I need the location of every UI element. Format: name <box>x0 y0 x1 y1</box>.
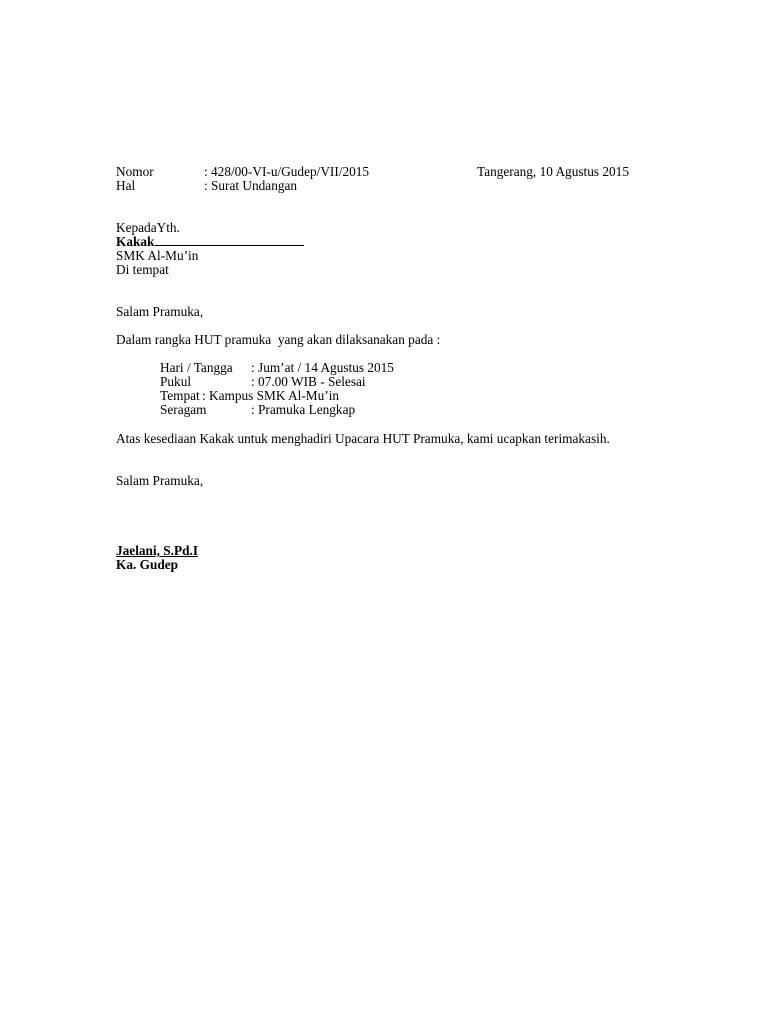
detail-value-pukul: : 07.00 WIB - Selesai <box>251 374 366 389</box>
detail-value-tempat: : Kampus SMK Al-Mu’in <box>202 388 340 403</box>
detail-value-seragam: : Pramuka Lengkap <box>251 402 356 417</box>
recipient-school: SMK Al-Mu’in <box>116 248 199 263</box>
closing-greeting: Salam Pramuka, <box>116 473 204 488</box>
detail-label-pukul: Pukul <box>160 374 192 389</box>
greeting: Salam Pramuka, <box>116 304 204 319</box>
signature-title: Ka. Gudep <box>116 557 179 572</box>
intro-text: Dalam rangka HUT pramuka yang akan dilaksanakan pada : <box>116 332 441 347</box>
hal-value: : Surat Undangan <box>204 178 298 193</box>
closing-text: Atas kesediaan Kakak untuk menghadiri Upacara HUT Pramuka, kami ucapkan terimakasih. <box>116 431 610 446</box>
nomor-label: Nomor <box>116 164 154 179</box>
recipient-name-line <box>116 235 304 249</box>
detail-label-tempat: Tempat <box>160 388 200 403</box>
hal-label: Hal <box>116 178 136 193</box>
place-date: Tangerang, 10 Agustus 2015 <box>477 164 629 179</box>
recipient-name-prefix: Kakak <box>116 234 155 249</box>
detail-value-hari: : Jum’at / 14 Agustus 2015 <box>251 360 394 375</box>
signature-name: Jaelani, S.Pd.I <box>116 543 199 558</box>
recipient-location: Di tempat <box>116 262 169 277</box>
nomor-value: : 428/00-VI-u/Gudep/VII/2015 <box>204 164 370 179</box>
recipient-kepada: KepadaYth. <box>116 220 180 235</box>
detail-label-hari: Hari / Tangga <box>160 360 233 375</box>
recipient-name-blank <box>155 235 304 246</box>
detail-label-seragam: Seragam <box>160 402 207 417</box>
